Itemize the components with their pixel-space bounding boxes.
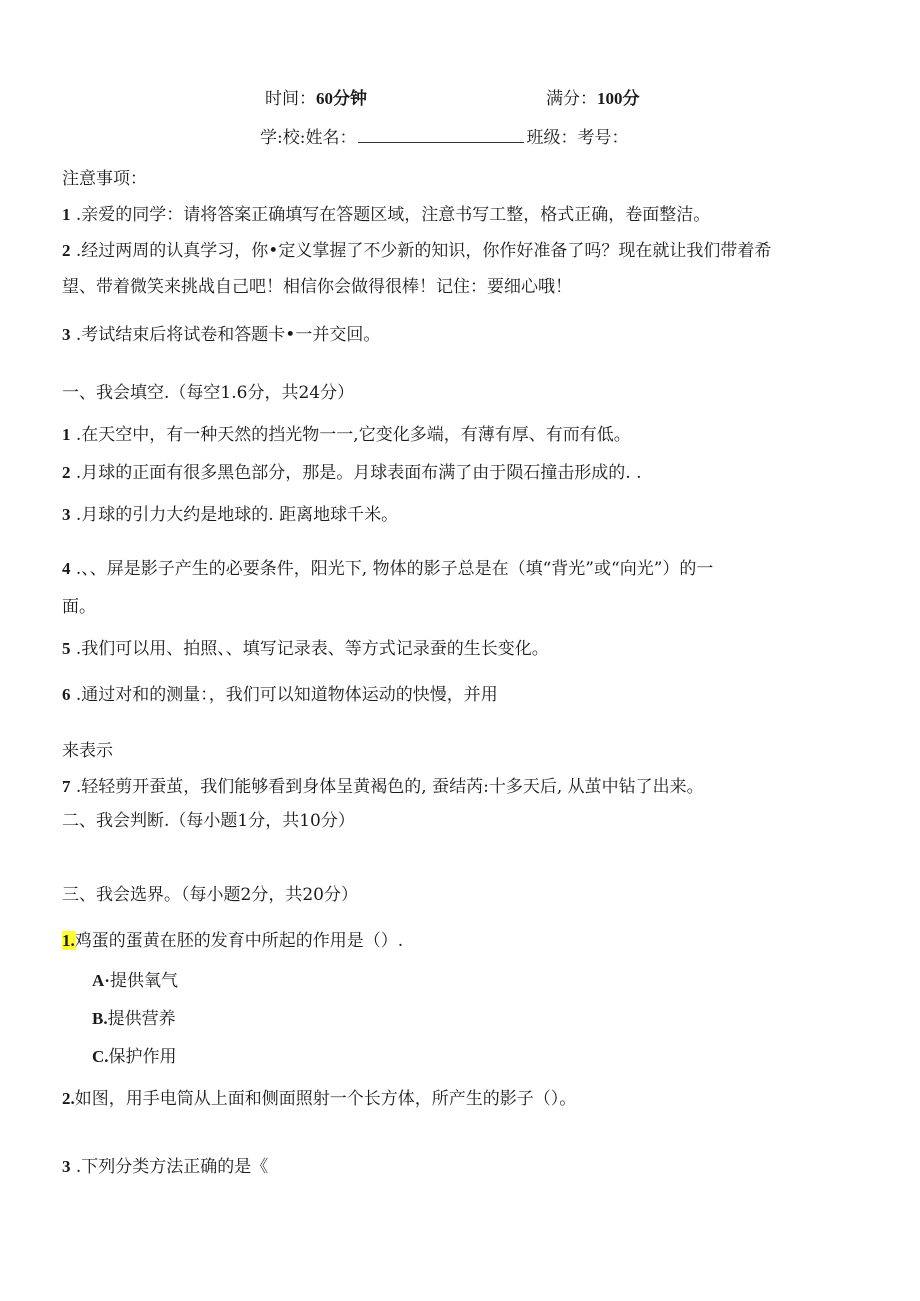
option-text: 提供营养 bbox=[107, 1009, 176, 1029]
fill-question-5 bbox=[62, 638, 549, 660]
question-number: 4 bbox=[62, 559, 71, 578]
question-number: 6 bbox=[62, 685, 71, 704]
question-text: .在天空中，有一种天然的挡光物一一,它变化多端，有薄有厚、有而有低。 bbox=[75, 425, 631, 445]
note-item-2-cont: 望、带着微笑来挑战自己吧！相信你会做得很棒！记住：要细心哦！ bbox=[62, 277, 572, 297]
note-number: 3 bbox=[62, 325, 71, 344]
question-text: 鸡蛋的蛋黄在胚的发育中所起的作用是（）. bbox=[74, 931, 404, 951]
notes-title: 注意事项： bbox=[62, 169, 147, 189]
option-c bbox=[92, 1046, 177, 1068]
score-value: 100分 bbox=[597, 89, 640, 108]
time-label: 时间： bbox=[265, 89, 316, 109]
option-key: B. bbox=[92, 1009, 108, 1028]
question-number: 3 bbox=[62, 505, 71, 524]
note-item-3 bbox=[62, 324, 380, 346]
choice-question-1 bbox=[62, 930, 403, 952]
note-number: 2 bbox=[62, 241, 71, 260]
choice-question-3 bbox=[62, 1156, 268, 1178]
question-text: 如图，用手电筒从上面和侧面照射一个长方体，所产生的影子（）。 bbox=[74, 1089, 577, 1109]
fill-question-3 bbox=[62, 504, 398, 526]
question-number: 2 bbox=[62, 463, 71, 482]
fill-question-1 bbox=[62, 424, 631, 446]
note-text: .经过两周的认真学习，你•定义掌握了不少新的知识，你作好准备了吗？现在就让我们带着希 bbox=[75, 241, 772, 261]
note-text: .亲爱的同学：请将答案正确填写在答题区域，注意书写工整，格式正确，卷面整洁。 bbox=[75, 205, 711, 225]
option-text: 提供氧气 bbox=[109, 971, 178, 991]
question-text: .、、屏是影子产生的必要条件，阳光下, 物体的影子总是在（填“背光”或“向光”）的一 bbox=[75, 559, 714, 579]
fill-question-4-cont: 面。 bbox=[62, 597, 96, 617]
note-item-1 bbox=[62, 204, 710, 226]
note-item-2 bbox=[62, 240, 771, 262]
fill-question-6 bbox=[62, 684, 498, 706]
option-key: A· bbox=[92, 971, 110, 990]
section2-title: 二、我会判断.（每小题1分，共10分） bbox=[62, 811, 355, 831]
question-text: .月球的引力大约是地球的. 距离地球千米。 bbox=[75, 505, 399, 525]
fill-question-6-cont: 来表示 bbox=[62, 741, 113, 761]
option-text: 保护作用 bbox=[108, 1047, 177, 1067]
name-blank bbox=[358, 126, 524, 143]
note-number: 1 bbox=[62, 205, 71, 224]
question-text: .通过对和的测量：，我们可以知道物体运动的快慢，并用 bbox=[75, 685, 498, 705]
question-text: .我们可以用、拍照、、填写记录表、等方式记录蚕的生长变化。 bbox=[75, 639, 549, 659]
exam-time bbox=[265, 88, 367, 110]
class-id-label: 班级：考号： bbox=[526, 128, 629, 148]
exam-full-score bbox=[546, 88, 640, 110]
question-number: 5 bbox=[62, 639, 71, 658]
option-key: C. bbox=[92, 1047, 109, 1066]
choice-question-2 bbox=[62, 1088, 576, 1110]
fill-question-7 bbox=[62, 776, 704, 798]
section1-title: 一、我会填空.（每空1.6分，共24分） bbox=[62, 383, 355, 403]
fill-question-4 bbox=[62, 558, 713, 580]
option-b bbox=[92, 1008, 176, 1030]
question-number: 3 bbox=[62, 1157, 71, 1176]
student-info bbox=[260, 126, 628, 149]
question-number: 7 bbox=[62, 777, 71, 796]
time-value: 60分钟 bbox=[316, 89, 367, 108]
school-name-label: 学:校:姓名： bbox=[260, 128, 357, 148]
question-text: .轻轻剪开蚕茧，我们能够看到身体呈黄褐色的, 蚕结芮:十多天后, 从茧中钻了出来。 bbox=[75, 777, 704, 797]
note-text: .考试结束后将试卷和答题卡•一并交回。 bbox=[75, 325, 381, 345]
question-number: 1. bbox=[62, 931, 75, 950]
option-a bbox=[92, 970, 178, 992]
question-text: .下列分类方法正确的是《 bbox=[75, 1157, 269, 1177]
question-text: .月球的正面有很多黑色部分，那是。月球表面布满了由于陨石撞击形成的. . bbox=[75, 463, 642, 483]
question-number: 1 bbox=[62, 425, 71, 444]
score-label: 满分： bbox=[546, 89, 597, 109]
question-number: 2. bbox=[62, 1089, 75, 1108]
section3-title: 三、我会选界。（每小题2分，共20分） bbox=[62, 885, 358, 905]
fill-question-2 bbox=[62, 462, 642, 484]
